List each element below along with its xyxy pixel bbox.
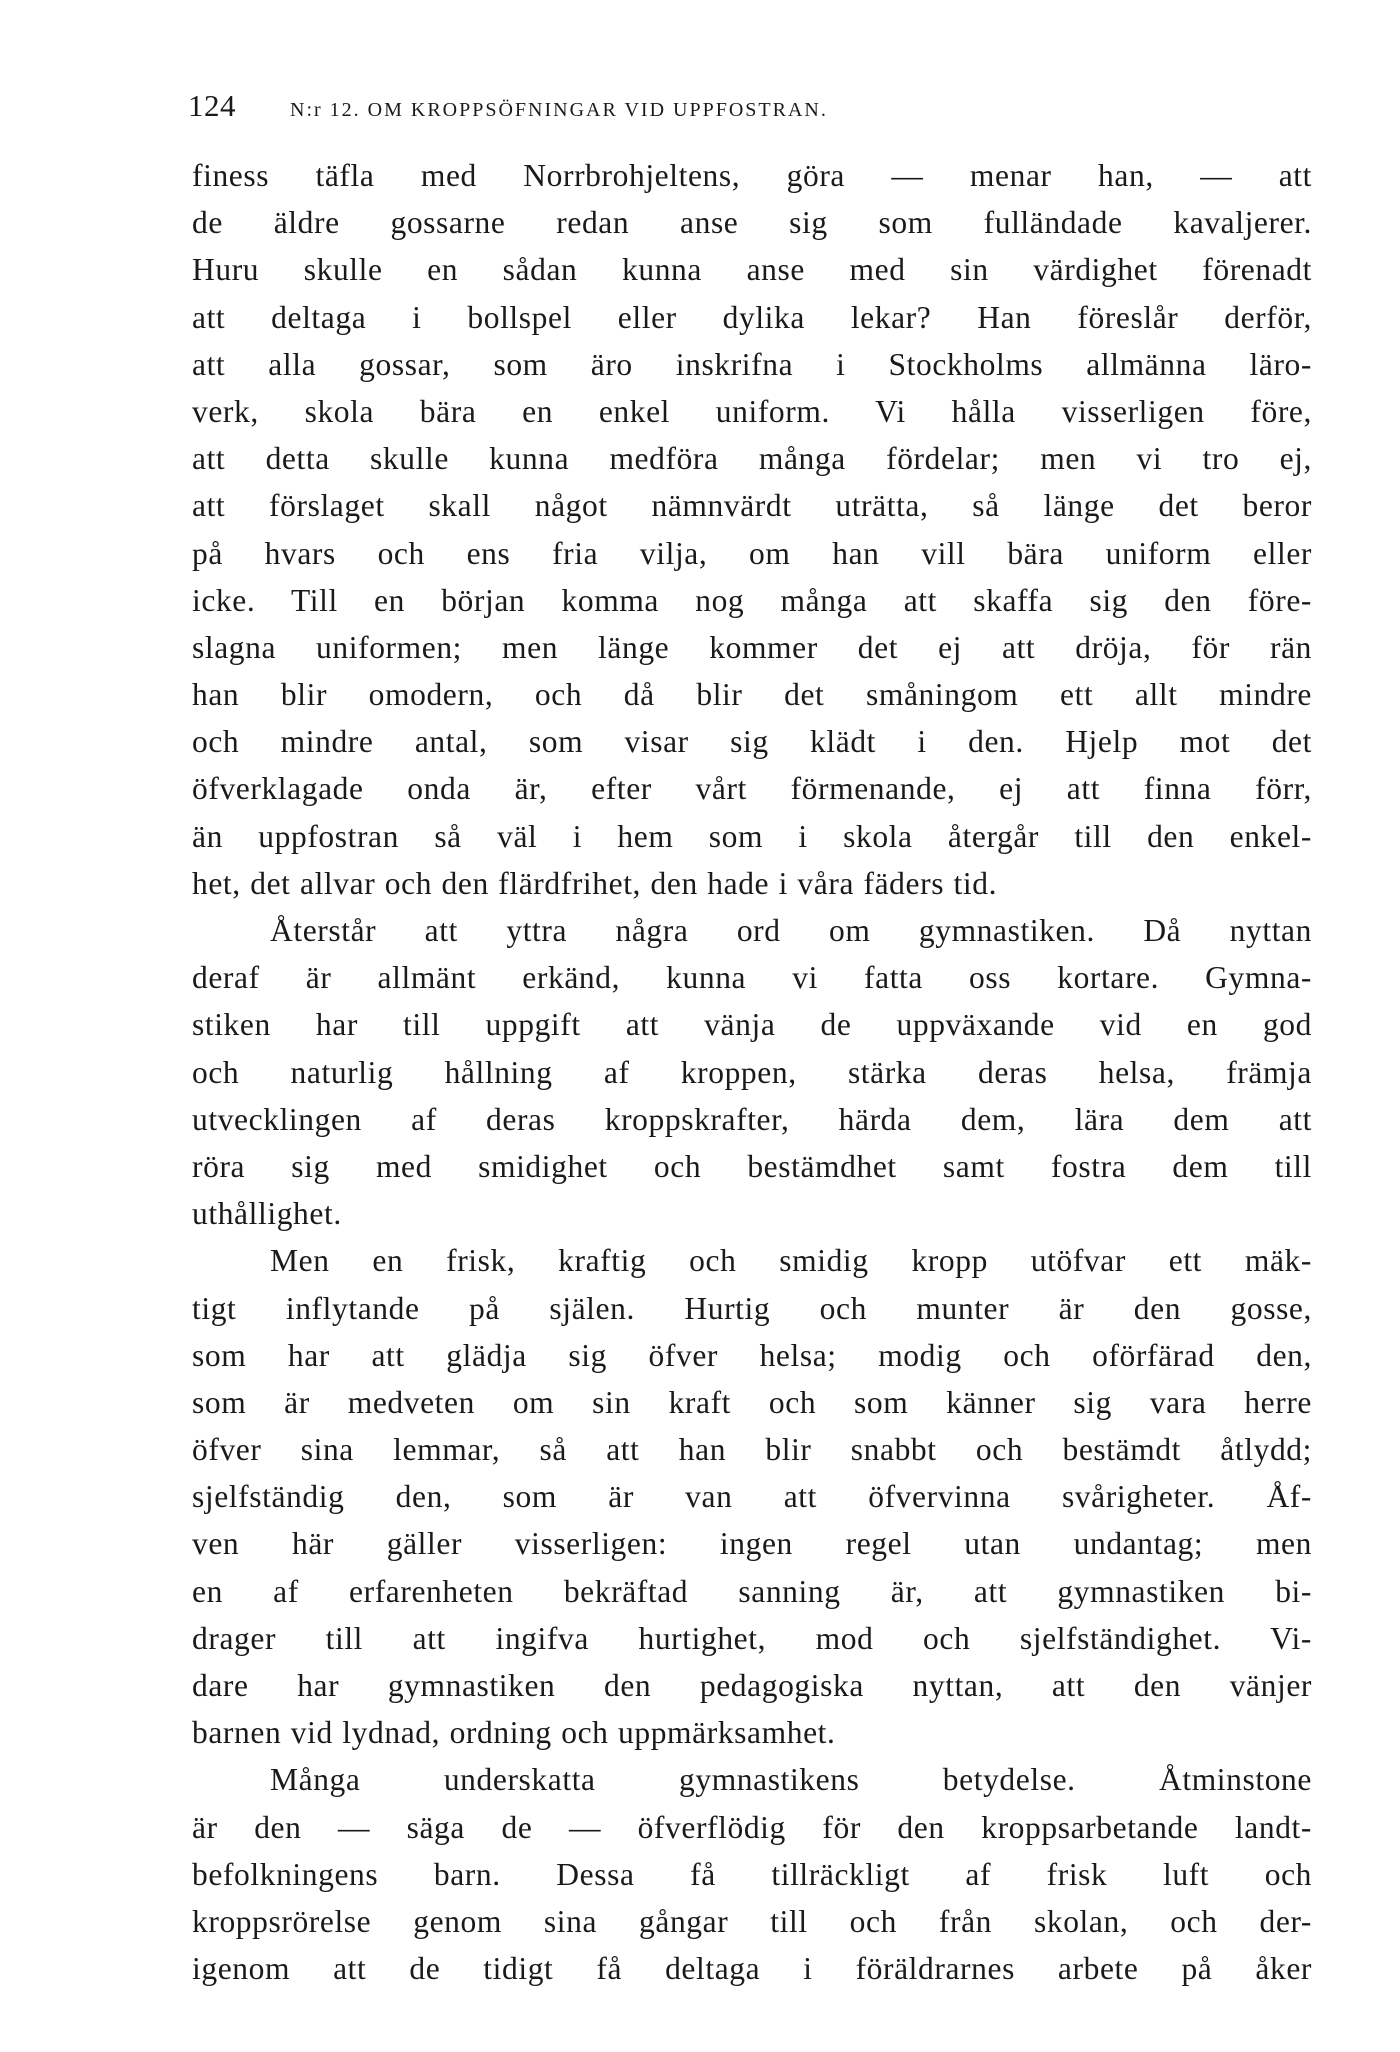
text-line: han blir omodern, och då blir det småningom ett allt mindre	[192, 677, 1312, 713]
text-line: deraf är allmänt erkänd, kunna vi fatta oss kortare. Gymna-	[192, 960, 1312, 996]
text-line: uthållighet.	[192, 1196, 342, 1232]
text-line: stiken har till uppgift att vänja de uppväxande vid en god	[192, 1007, 1312, 1043]
text-line: icke. Till en början komma nog många att skaffa sig den före-	[192, 582, 1312, 618]
text-line: barnen vid lydnad, ordning och uppmärksamhet.	[192, 1715, 836, 1751]
text-line: att förslaget skall något nämnvärdt uträtta, så länge det beror	[192, 488, 1312, 524]
text-line: Huru skulle en sådan kunna anse med sin värdighet förenadt	[192, 252, 1312, 288]
text-line: drager till att ingifva hurtighet, mod och sjelfständighet. Vi-	[192, 1620, 1312, 1656]
text-line: ven här gäller visserligen: ingen regel utan undantag; men	[192, 1526, 1312, 1562]
text-line: sjelfständig den, som är van att öfvervinna svårigheter. Åf-	[192, 1479, 1312, 1515]
text-line: och naturlig hållning af kroppen, stärka deras helsa, främja	[192, 1054, 1312, 1090]
running-title: N:r 12. OM KROPPSÖFNINGAR VID UPPFOSTRAN.	[290, 99, 828, 121]
text-line: är den — säga de — öfverflödig för den kroppsarbetande landt-	[192, 1809, 1312, 1845]
text-line: finess täfla med Norrbrohjeltens, göra — menar han, — att	[192, 158, 1312, 193]
text-line: utvecklingen af deras kroppskrafter, härda dem, lära dem att	[192, 1101, 1312, 1137]
text-line: kroppsrörelse genom sina gångar till och från skolan, och der-	[192, 1903, 1312, 1939]
text-line: röra sig med smidighet och bestämdhet samt fostra dem till	[192, 1148, 1312, 1184]
text-line: som har att glädja sig öfver helsa; modig och oförfärad den,	[192, 1337, 1312, 1373]
text-line: het, det allvar och den flärdfrihet, den hade i våra fäders tid.	[192, 865, 998, 901]
text-line: att deltaga i bollspel eller dylika lekar? Han föreslår derför,	[192, 299, 1312, 335]
text-line: att alla gossar, som äro inskrifna i Stockholms allmänna läro-	[192, 346, 1312, 382]
text-line: igenom att de tidigt få deltaga i föräldrarnes arbete på åker	[192, 1951, 1312, 1987]
text-line: Många underskatta gymnastikens betydelse. Åtminstone	[270, 1762, 1312, 1798]
text-line: tigt inflytande på själen. Hurtig och munter är den gosse,	[192, 1290, 1312, 1326]
text-line: slagna uniformen; men länge kommer det ej att dröja, för rän	[192, 629, 1312, 665]
text-line: de äldre gossarne redan anse sig som fulländade kavaljerer.	[192, 205, 1312, 241]
text-line: på hvars och ens fria vilja, om han vill bära uniform eller	[192, 535, 1312, 571]
text-line: Men en frisk, kraftig och smidig kropp utöfvar ett mäk-	[270, 1243, 1312, 1279]
body-text	[192, 152, 1312, 1992]
text-line: befolkningens barn. Dessa få tillräckligt af frisk luft och	[192, 1856, 1312, 1892]
text-line: verk, skola bära en enkel uniform. Vi hålla visserligen före,	[192, 393, 1312, 429]
text-line: Återstår att yttra några ord om gymnastiken. Då nyttan	[270, 913, 1312, 948]
text-line: än uppfostran så väl i hem som i skola återgår till den enkel-	[192, 818, 1312, 854]
text-line: dare har gymnastiken den pedagogiska nyttan, att den vänjer	[192, 1668, 1312, 1703]
text-line: att detta skulle kunna medföra många fördelar; men vi tro ej,	[192, 441, 1312, 477]
page-number: 124	[188, 88, 236, 123]
text-line: som är medveten om sin kraft och som känner sig vara herre	[192, 1384, 1312, 1420]
text-line: öfverklagade onda är, efter vårt förmenande, ej att finna förr,	[192, 771, 1312, 807]
running-head	[188, 88, 1288, 128]
text-line: öfver sina lemmar, så att han blir snabbt och bestämdt åtlydd;	[192, 1432, 1312, 1468]
text-line: och mindre antal, som visar sig klädt i den. Hjelp mot det	[192, 724, 1312, 760]
text-line: en af erfarenheten bekräftad sanning är, att gymnastiken bi-	[192, 1573, 1312, 1609]
